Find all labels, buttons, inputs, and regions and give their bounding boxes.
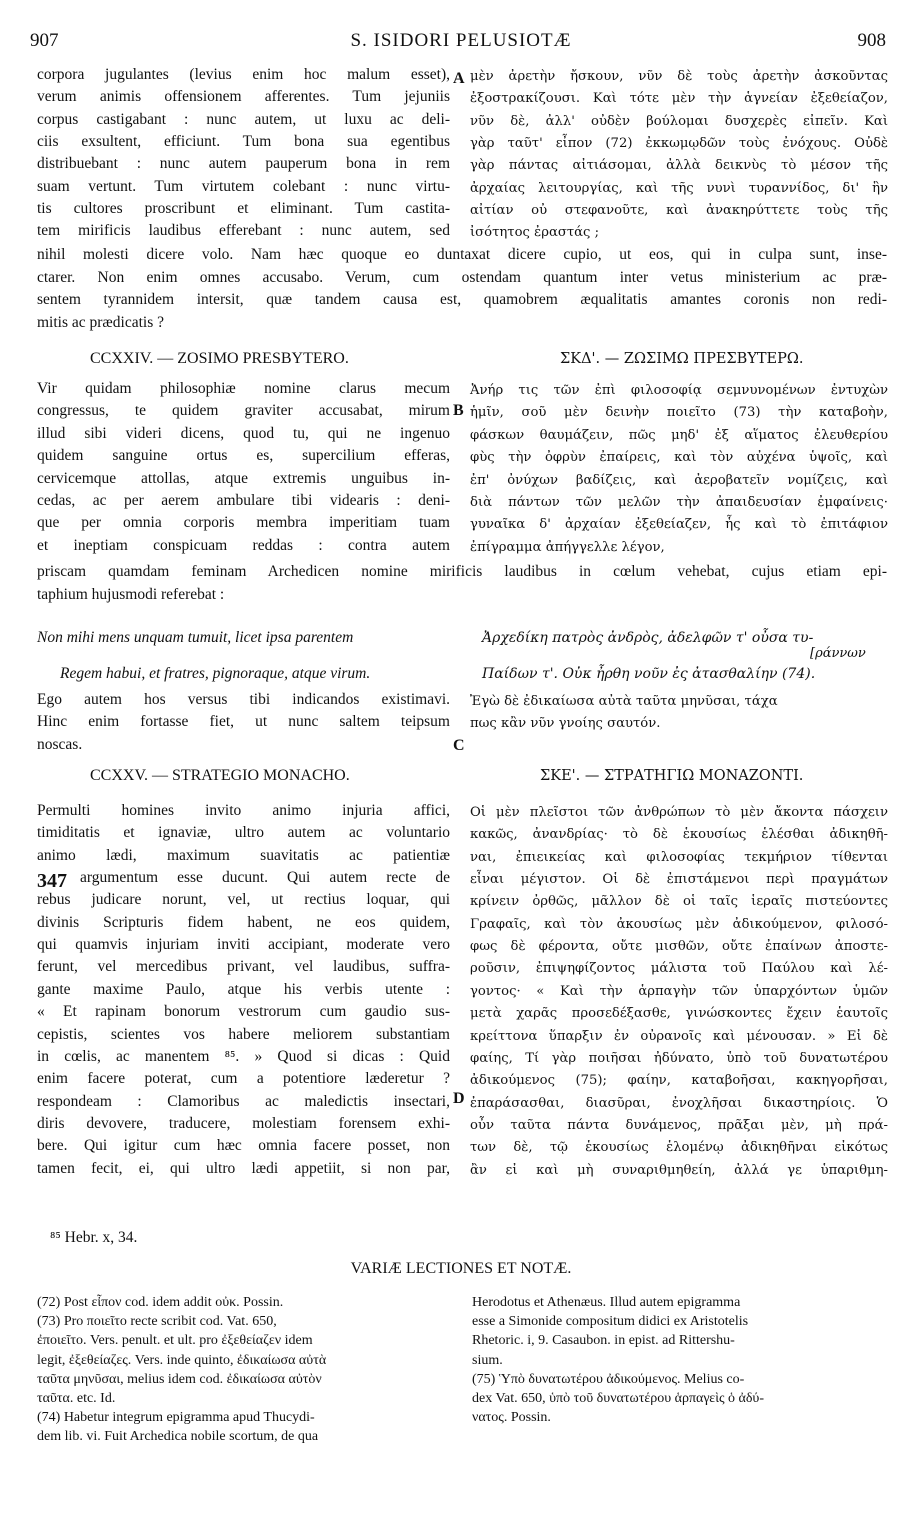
text-line: φάσκων θαυμάζειν, πῶς μηδ' ἐξ αἵματος ἐλευθερίου [470,427,888,443]
text-line: διὰ πάντων τῶν μελῶν τὴν ἀπαιδευσίαν ἐμφαίνεις· [470,495,888,510]
text-line: κρείττονα ὕπαρξιν ἐν οὐρανοῖς καὶ μένουσαν. » Εἰ δὲ [470,1028,888,1044]
text-line: Hinc enim fortasse fiet, ut nunc saltem teipsum [37,713,450,731]
page-number-right: 908 [857,30,886,51]
text-line: cedas, ac per aerem ambulare tibi videaris : deni- [37,492,450,509]
text-line: φως δὲ φέροντα, οὔτε μισθῶν, οὔτε ἐπαίνων ἀποστε- [470,939,888,955]
text-line: ναι, ἐπιεικείας καὶ φιλοσοφίας τεκμήριον τίθενται [470,849,888,865]
margin-letter-b: B [453,402,464,419]
text-line: cervicemque attollas, atque extremis unguibus in- [37,469,450,487]
text-line: suam vertunt. Tum virtutem colebant : nunc virtu- [37,177,450,195]
text-line: ἐπ' ὀνύχων βαδίζεις, καὶ ἀεροβατεῖν νομίζεις, καὶ [470,472,888,488]
margin-letter-c: C [453,737,465,754]
page-number-left: 907 [30,30,59,51]
text-line: πως κἂν νῦν γνοίης σαυτόν. [470,716,661,732]
text-line: φαίης, Τί γὰρ ποιῆσαι ἠδύνατο, ὑπὸ τοῦ δυνατωτέρου [470,1050,888,1066]
text-line: divinis Scripturis fidem habent, ne eos quidem, [37,913,450,931]
text-line: Γραφαῖς, καὶ τὸν ἀκουσίως μὲν ἀδικούμενον, φιλοσό- [470,916,888,932]
text-line: ἡμῖν, σοῦ μὲν δεινὴν ποιεῖτο (73) τὴν καταβοὴν, [470,405,888,421]
notes-title: VARIÆ LECTIONES ET NOTÆ. [350,1260,572,1277]
text-line: mitis ac prædicatis ? [37,313,164,331]
text-line: Vir quidam philosophiæ nomine clarus mecum [37,380,450,397]
text-line: ἰσότητος ἐραστάς ; [470,225,600,241]
text-line: ctarer. Non enim omnes accusabo. Verum, cum ostendam quantum inter vetus ministerium ac præ- [37,268,887,286]
text-line: animo lædi, maximum suavitatis ac patientiæ [37,846,450,864]
text-line: sentem tyrannidem intersit, quæ tandem causa est, quamobrem æqualitatis amantes coronis non redi- [37,291,887,308]
text-line: respondeam : Clamoribus ac maledictis insectari, [37,1092,450,1110]
text-line: ἐποιεῖτο. Vers. penult. et ult. pro ἐξεθείαζεν idem [37,1333,313,1349]
text-line: Permulti homines invito animo injuria affici, [37,802,450,819]
text-line: γοντος· « Καὶ τὴν ἁρπαγὴν τῶν ὑπαρχόντων ὑμῶν [470,983,888,999]
margin-letter-a: A [453,70,465,87]
text-line: αἰτίαν οὐ στεφανοῦτε, καὶ ἀνακηρύττετε τοὺς τῆς [470,202,888,218]
text-line: legit, ἐξεθείαζες. Vers. inde quinto, ἐδικαίωσα αὐτὰ [37,1352,327,1368]
verse-latin-1: Non mihi mens unquam tumuit, licet ipsa parentem [37,629,354,646]
text-line: νῦν δὲ, ἀλλ' οὐδὲν βούλομαι δυσχερὲς εἰπεῖν. Καὶ [470,113,888,129]
text-line: ἐπαράσασθαι, διασῦραι, ἐνοχλῆσαι δικαστηρίοις. Ὁ [470,1095,888,1111]
text-line: corpus castigabant : nunc autem, ut luxu ac deli- [37,110,450,128]
greek-section-title-225: ΣΚΕ'. — ΣΤΡΑΤΗΓΙΩ ΜΟΝΑΖΟΝΤΙ. [540,768,804,784]
text-line: verum animis offensionem afferentes. Tum jejuniis [37,88,450,106]
text-line: ροῦσιν, ἐπιψηφίζοντος μάλιστα τοῦ Παύλου καὶ λέ- [470,961,888,977]
text-line: γὰρ ταῦτ' εἶπον (72) ἐκκωμῳδῶν τοὺς ἐνόχους. Οὐδὲ [470,135,888,151]
text-line: gante maxime Paulo, atque his verbis utente : [37,980,450,998]
text-line: distribuebant : nunc autem pauperum bona in rem [37,155,450,173]
text-line: cepistis, scientes vos habere meliorem substantiam [37,1025,450,1043]
text-line: tamen fecit, ei, qui ultro lædi appetiit, si non par, [37,1159,450,1177]
text-line: sium. [472,1352,503,1368]
text-line: et ineptiam conspicuam reddas : contra autem [37,536,450,554]
text-line: ἀρχαίας λειτουργίας, καὶ τῆς νυνὶ τυραννίδος, δι' ἣν [470,180,888,196]
text-line: Rhetoric. i, 9. Casaubon. in epist. ad Rittershu- [472,1333,735,1349]
text-line: ταῦτα. etc. Id. [37,1391,116,1406]
text-line: qui quamvis injuriam inviti accipiant, moderate vero [37,936,450,954]
text-line: quidem sanguine ortus es, supercilium efferas, [37,447,450,465]
text-line: των δὲ, τῷ ἑκουσίως ἑλομένῳ ἀδικηθῆναι εἰκότως [470,1140,888,1156]
text-line: Ego autem hos versus tibi indicandos existimavi. [37,691,450,708]
text-line: (72) Post εἶπον cod. idem addit οὐκ. Possin. [37,1295,284,1310]
text-line: ἐπίγραμμα ἀπήγγελλε λέγον, [470,539,665,555]
text-line: noscas. [37,735,83,753]
footnote: ⁸⁵ Hebr. x, 34. [50,1229,138,1246]
text-line: (73) Pro ποιεῖτο recte scribit cod. Vat. 650, [37,1314,277,1330]
text-line: ἀδικούμενος (75); φαίην, καταβοῆσαι, κακηγορῆσαι, [470,1073,888,1089]
text-line: rebus judicare norunt, vel, ut rectius loquar, qui [37,891,450,909]
text-line: tem mirificis laudibus efferebant : nunc autem, sed [37,222,450,240]
text-line: illud sibi videri dicens, quod tu, qui ne ingenuo [37,424,450,442]
text-line: dex Vat. 650, ὑπὸ τοῦ δυνατωτέρου ἁρπαγεὶς ὁ ἀδύ- [472,1391,765,1406]
text-line: Οἱ μὲν πλεῖστοι τῶν ἀνθρώπων τὸ μὲν ἄκοντα πάσχειν [470,805,888,820]
text-line: Ἀνήρ τις τῶν ἐπὶ φιλοσοφίᾳ σεμνυνομένων ἐντυχὼν [470,383,888,398]
text-line: γὰρ πάντας αἰτιάσομαι, ἀλλὰ δεικνὺς τὸ μέσον τῆς [470,158,888,174]
text-line: εἶναι μέγιστον. Οἱ δὲ ἐπιστάμενοι περὶ πραγμάτων [470,872,888,888]
text-line: nihil molesti dicere volo. Nam hæc quoque eo duntaxat dicere cupio, ut eos, qui in culpa sunt, inse- [37,246,887,263]
text-line: ἂν εἰ καὶ μὴ συναριθμηθείη, ἀλλά γε ὑπαριθμη- [470,1162,888,1178]
text-line: ταῦτα μηνῦσαι, melius idem cod. ἐδικαίωσα αὐτὸν [37,1371,322,1387]
text-line: esse a Simonide compositum didici ex Aristotelis [472,1314,749,1330]
text-line: in cœlis, ac manentem ⁸⁵. » Quod si dicas : Quid [37,1047,450,1065]
text-line: enim facere poterat, cum a potentiore læderetur ? [37,1070,450,1088]
text-line: corpora jugulantes (levius enim hoc malum esset), [37,66,450,83]
text-line: νατος. Possin. [472,1410,551,1426]
verse-greek-1: Ἀρχεδίκη πατρὸς ἀνδρὸς, ἀδελφῶν τ' οὖσα τυ- [482,630,814,646]
greek-section-title-224: ΣΚΔ'. — ΖΩΣΙΜΩ ΠΡΕΣΒΥΤΕΡΩ. [560,351,804,367]
verse-greek-1b: [ράννων [810,646,866,661]
latin-section-title-225: CCXXV. — STRATEGIO MONACHO. [90,767,350,784]
text-line: Ἐγὼ δὲ ἐδικαίωσα αὐτὰ ταῦτα μηνῦσαι, τάχα [470,694,778,709]
latin-section-title-224: CCXXIV. — ZOSIMO PRESBYTERO. [90,350,349,367]
text-line: timiditatis et ignaviæ, ultro autem ac voluntario [37,824,450,842]
text-line: φὺς τὴν ὀφρὺν ἐπαίρεις, καὶ τὸν αὐχένα ὑψοῖς, καὶ [470,450,888,466]
text-line: ἐξοστρακίζουσι. Καὶ τότε μὲν τὴν ἁγνείαν ἐξεθείαζον, [470,91,888,107]
text-line: dem lib. vi. Fuit Archedica nobile scortum, de qua [37,1429,319,1445]
text-line: ciis exsultent, efficiunt. Tum bona sua egentibus [37,132,450,150]
text-line: taphium hujusmodi referebat : [37,585,225,603]
text-line: (74) Habetur integrum epigramma apud Thucydi- [37,1410,315,1426]
margin-letter-d: D [453,1090,465,1107]
text-line: congressus, te quidem graviter accusabat, mirum [37,402,450,420]
text-line: Herodotus et Athenæus. Illud autem epigramma [472,1295,741,1310]
text-line: οὖν ταῦτα πάντα δυνάμενος, πρᾶξαι μὲν, μὴ πρά- [470,1117,888,1133]
text-line: κακῶς, ἀνανδρίας· τὸ δὲ ἑκουσίως ἑλέσθαι ἀδικηθῆ- [470,827,888,843]
verse-latin-2: Regem habui, et fratres, pignoraque, atque virum. [60,665,371,682]
text-line: κρίνειν ὀρθῶς, μᾶλλον δὲ οἱ ταῖς ἱεραῖς πιστεύοντες [470,894,888,910]
text-line: argumentum esse ducunt. Qui autem recte de [80,869,450,887]
text-line: priscam quamdam feminam Archedicen nomine mirificis laudibus in cœlum vehebat, cujus etiam epi- [37,563,887,580]
text-line: ferunt, vel mercedibus privant, vel laudibus, suffra- [37,958,450,976]
text-line: diris devovere, traducere, molestiam forensem exhi- [37,1114,450,1132]
column-number: 347 [37,870,67,892]
text-line: μετὰ χαρᾶς προσεδέξασθε, γινώσκοντες ἔχειν ἑαυτοῖς [470,1006,888,1022]
text-line: μὲν ἀρετὴν ἤσκουν, νῦν δὲ τοὺς ἀρετὴν ἀσκοῦντας [470,69,888,84]
text-line: « Et rapinam bonorum vestrorum cum gaudio sus- [37,1003,450,1021]
text-line: que per omnia corporis membra imperitiam tuam [37,514,450,532]
text-line: bere. Qui igitur cum hæc omnia facere posset, non [37,1137,450,1155]
text-line: γυναῖκα δ' ἀρχαίαν ἐξεθείαζεν, ἧς καὶ τὸ ἐπιτάφιον [470,517,888,533]
verse-greek-2: Παίδων τ'. Οὐκ ἦρθη νοῦν ἐς ἀτασθαλίην (74). [482,666,816,682]
page-title: S. ISIDORI PELUSIOTÆ [350,30,572,51]
text-line: tis cultores proscribunt et eliminant. Tum castita- [37,199,450,217]
text-line: (75) Ὑπὸ δυνατωτέρου ἀδικούμενος. Melius co- [472,1371,745,1387]
